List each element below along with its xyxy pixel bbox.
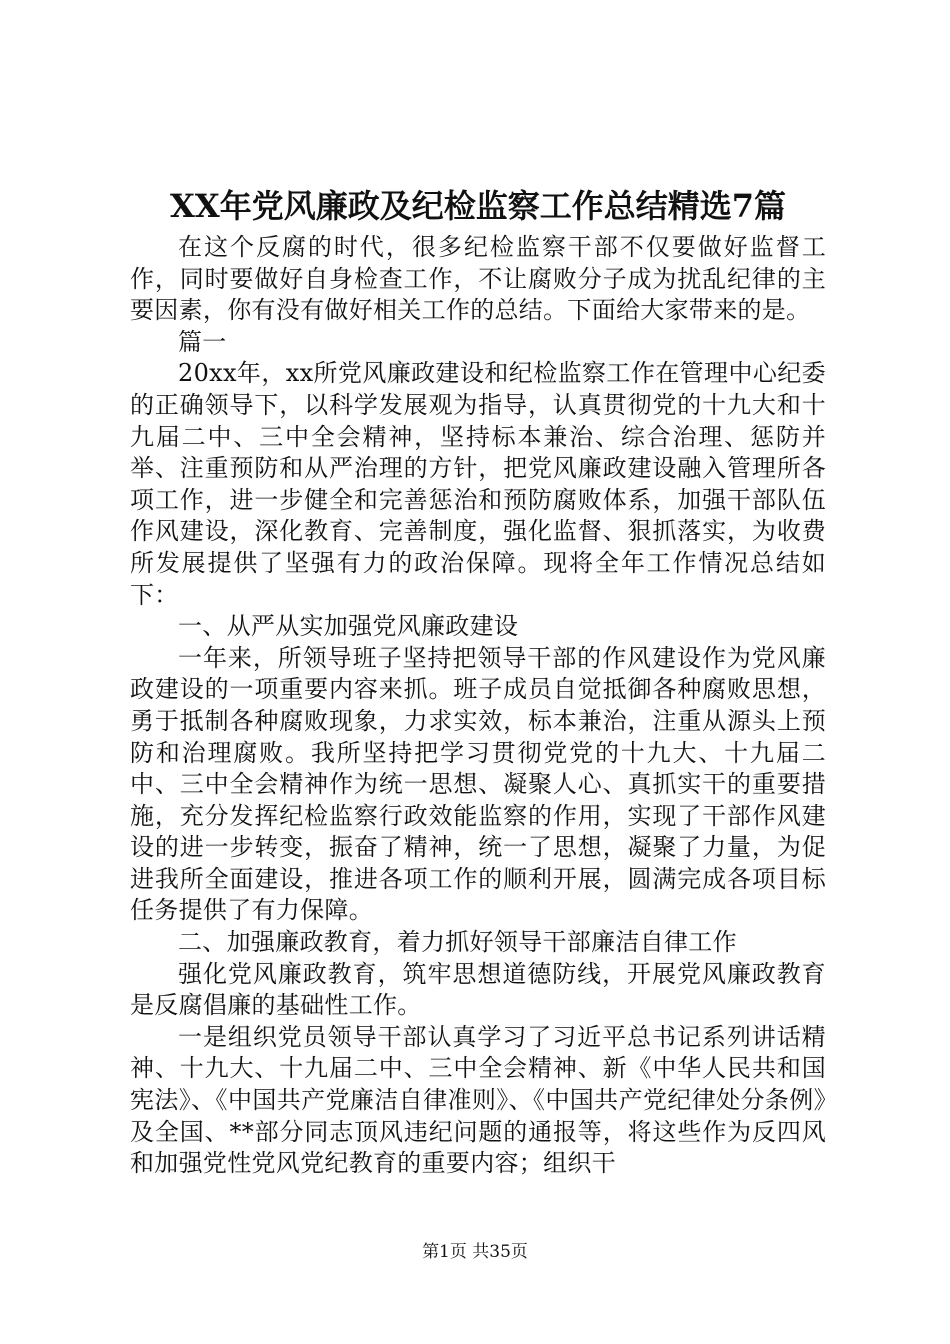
summary-paragraph: 20xx年，xx所党风廉政建设和纪检监察工作在管理中心纪委的正确领导下，以科学发展观为指导，认真贯彻党的十九大和十九届二中、三中全会精神，坚持标本兼治、综合治理、惩防并举、注重预防和从严治理的方针，把党风廉政建设融入管理所各项工作，进一步健全和完善惩治和预防腐败体系，加强干部队伍作风建设，深化教育、完善制度，强化监督、狠抓落实，为收费所发展提供了坚强有力的政治保障。现将全年工作情况总结如下： [130, 359, 826, 609]
body-paragraph: 强化党风廉政教育，筑牢思想道德防线，开展党风廉政教育是反腐倡廉的基础性工作。 [130, 959, 826, 1020]
intro-paragraph: 在这个反腐的时代，很多纪检监察干部不仅要做好监督工作，同时要做好自身检查工作，不让腐败分子成为扰乱纪律的主要因素，你有没有做好相关工作的总结。下面给大家带来的是。 [130, 233, 826, 325]
document-title: XX年党风廉政及纪检监察工作总结精选7篇 [170, 187, 786, 225]
section-heading-part-one: 篇一 [178, 327, 227, 356]
body-paragraph: 一是组织党员领导干部认真学习了习近平总书记系列讲话精神、十九大、十九届二中、三中全会精神、新《中华人民共和国宪法》、《中国共产党廉洁自律准则》、《中国共产党纪律处分条例》及全国、**部分同志顶风违纪问题的通报等，将这些作为反四风和加强党性党风党纪教育的重要内容；组织干 [130, 1022, 826, 1178]
body-paragraph: 一年来，所领导班子坚持把领导干部的作风建设作为党风廉政建设的一项重要内容来抓。班子成员自觉抵御各种腐败思想，勇于抵制各种腐败现象，力求实效，标本兼治，注重从源头上预防和治理腐败。我所坚持把学习贯彻党党的十九大、十九届二中、三中全会精神作为统一思想、凝聚人心、真抓实干的重要措施，充分发挥纪检监察行政效能监察的作用，实现了干部作风建设的进一步转变，振奋了精神，统一了思想，凝聚了力量，为促进我所全面建设，推进各项工作的顺利开展，圆满完成各项目标任务提供了有力保障。 [130, 643, 826, 925]
section-heading-2: 二、加强廉政教育，着力抓好领导干部廉洁自律工作 [178, 928, 737, 957]
page-number-footer: 第1页 共35页 [422, 1242, 528, 1262]
document-body [130, 232, 826, 1180]
section-heading-1: 一、从严从实加强党风廉政建设 [178, 612, 519, 641]
